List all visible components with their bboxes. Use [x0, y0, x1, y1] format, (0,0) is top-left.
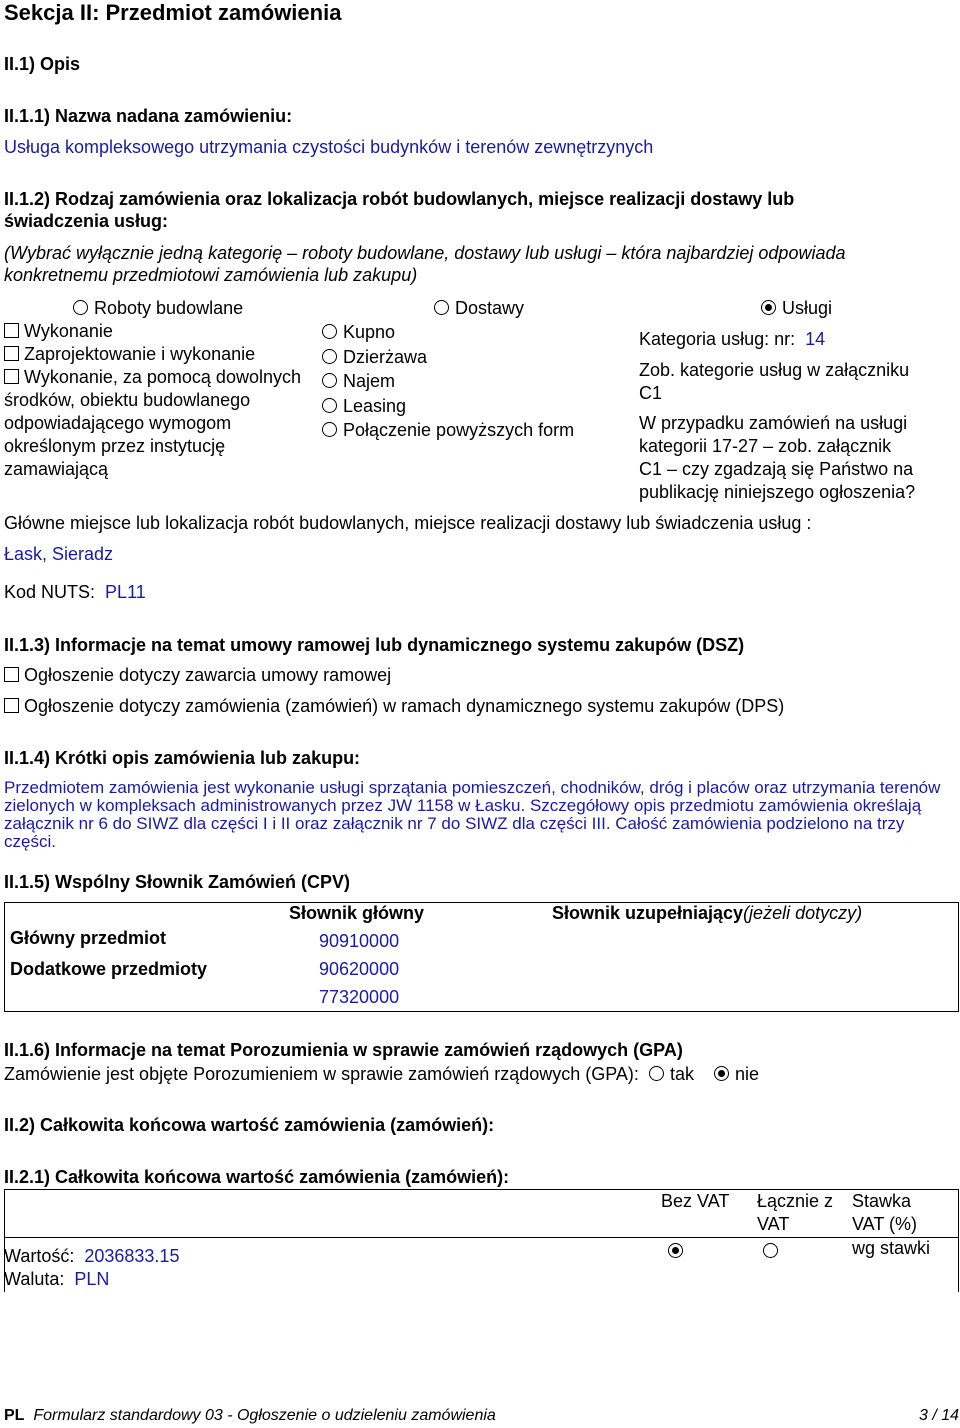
radio-uslugi[interactable]: [761, 300, 776, 315]
radio-kupno[interactable]: [322, 324, 337, 339]
roboty-option-wykonanie-label: Wykonanie: [24, 321, 113, 341]
wartosc-bez-vat-option[interactable]: [668, 1241, 689, 1262]
gpa-tak-label: tak: [669, 1064, 694, 1084]
roboty-option-zaprojektowanie[interactable]: [4, 344, 255, 365]
checkbox-zaprojektowanie[interactable]: [4, 346, 19, 361]
opis-heading: II.1) Opis: [4, 54, 81, 74]
cpv-row1-label: Główny przedmiot: [10, 928, 167, 948]
roboty-option-dowolnych-line5: zamawiającą: [4, 459, 109, 479]
dostawy-option-leasing-label: Leasing: [343, 396, 407, 416]
rodzaj-heading-line1: II.1.2) Rodzaj zamówienia oraz lokalizacja robót budowlanych, miejsce realizacji dostawy lub: [4, 189, 795, 209]
wartosc-col-lacznie-line1: Łącznie z: [757, 1191, 834, 1211]
footer-page-number: 3 / 14: [918, 1407, 959, 1424]
radio-gpa-nie[interactable]: [714, 1066, 729, 1081]
radio-gpa-tak[interactable]: [649, 1066, 664, 1081]
cpv-col-uzup-label: Słownik uzupełniający: [552, 903, 744, 923]
roboty-option-dowolnych-line2: środków, obiektu budowlanego: [4, 390, 251, 410]
wartosc-stawka-value: wg stawki: [852, 1238, 931, 1258]
checkbox-umowa-ramowa[interactable]: [4, 667, 19, 682]
checkbox-dowolnych[interactable]: [4, 369, 19, 384]
wartosc-value-row: [4, 1246, 179, 1267]
wartosc-col-stawka-line2: VAT (%): [852, 1214, 918, 1234]
cpv-row1-value: 90910000: [319, 931, 400, 951]
radio-dzierzawa[interactable]: [322, 349, 337, 364]
umowa-option-dps-label: Ogłoszenie dotyczy zamówienia (zamówień) w ramach dynamicznego systemu zakupów (DPS): [24, 696, 785, 716]
dostawy-option-najem-label: Najem: [343, 371, 396, 391]
wartosc-label: Wartość:: [4, 1246, 75, 1266]
umowa-option-ramowa[interactable]: [4, 665, 391, 686]
uslugi-kategoria: [639, 329, 825, 350]
umowa-heading: II.1.3) Informacje na temat umowy ramowej lub dynamicznego systemu zakupów (DSZ): [4, 635, 745, 655]
footer-lang: PL: [4, 1407, 25, 1424]
radio-najem[interactable]: [322, 373, 337, 388]
gpa-question: Zamówienie jest objęte Porozumieniem w sprawie zamówień rządowych (GPA):: [4, 1064, 639, 1084]
dostawy-option-leasing[interactable]: [322, 396, 406, 417]
nuts-label: Kod NUTS:: [4, 582, 96, 602]
rodzaj-note-line2: konkretnemu przedmiotowi zamówienia lub zakupu): [4, 265, 418, 285]
wartosc-lacznie-option[interactable]: [763, 1241, 784, 1262]
radio-bez-vat[interactable]: [668, 1243, 683, 1258]
footer-form-name: Formularz standardowy 03 - Ogłoszenie o udzieleniu zamówienia: [33, 1407, 496, 1424]
umowa-option-dps[interactable]: [4, 696, 784, 717]
roboty-option-dowolnych-line1: Wykonanie, za pomocą dowolnych: [24, 367, 301, 387]
checkbox-umowa-dps[interactable]: [4, 698, 19, 713]
dostawy-option-najem[interactable]: [322, 371, 395, 392]
footer: [4, 1407, 959, 1425]
dostawy-option-dzierzawa[interactable]: [322, 347, 427, 368]
cpv-row2-value: 90620000: [319, 959, 400, 979]
krotki-opis-heading: II.1.4) Krótki opis zamówienia lub zakupu:: [4, 748, 361, 768]
uslugi-kategoria-value: 14: [805, 329, 826, 349]
nuts: [4, 582, 146, 603]
uslugi-zob-line1: Zob. kategorie usług w załączniku: [639, 360, 910, 380]
wartosc-sub-heading: II.2.1) Całkowita końcowa wartość zamówienia (zamówień):: [4, 1167, 510, 1187]
miejsce-label: Główne miejsce lub lokalizacja robót budowlanych, miejsce realizacji dostawy lub świadczenia usług :: [4, 513, 812, 533]
gpa-heading: II.1.6) Informacje na temat Porozumienia w sprawie zamówień rządowych (GPA): [4, 1040, 683, 1060]
radio-roboty[interactable]: [73, 300, 88, 315]
gpa-nie-label: nie: [734, 1064, 759, 1084]
checkbox-wykonanie[interactable]: [4, 323, 19, 338]
category-roboty-label: Roboty budowlane: [94, 298, 244, 318]
rodzaj-note-line1: (Wybrać wyłącznie jedną kategorię – roboty budowlane, dostawy lub usługi – która najbardziej odpowiada: [4, 243, 846, 263]
radio-dostawy[interactable]: [434, 300, 449, 315]
roboty-option-dowolnych-line3: odpowiadającego wymogom: [4, 413, 232, 433]
gpa-row: [4, 1064, 759, 1085]
uslugi-przypadek-line2: kategorii 17-27 – zob. załącznik: [639, 436, 892, 456]
category-roboty[interactable]: [73, 298, 243, 319]
radio-leasing[interactable]: [322, 398, 337, 413]
wartosc-heading: II.2) Całkowita końcowa wartość zamówienia (zamówień):: [4, 1115, 495, 1135]
rodzaj-heading-line2: świadczenia usług:: [4, 211, 169, 231]
dostawy-option-polaczenie[interactable]: [322, 420, 574, 441]
wartosc-col-bez-vat: Bez VAT: [661, 1191, 730, 1211]
uslugi-przypadek-line4: publikację niniejszego ogłoszenia?: [639, 482, 916, 502]
dostawy-option-dzierzawa-label: Dzierżawa: [343, 347, 428, 367]
cpv-col-uzup-note: (jeżeli dotyczy): [743, 903, 863, 923]
miejsce-value: Łask, Sieradz: [4, 544, 114, 564]
dostawy-option-polaczenie-label: Połączenie powyższych form: [343, 420, 575, 440]
radio-lacznie-vat[interactable]: [763, 1243, 778, 1258]
waluta-row: [4, 1269, 109, 1290]
cpv-col-glowny: Słownik główny: [289, 903, 425, 923]
cpv-col-uzup: [552, 903, 862, 924]
waluta-label: Waluta:: [4, 1269, 65, 1289]
radio-polaczenie[interactable]: [322, 422, 337, 437]
uslugi-przypadek-line1: W przypadku zamówień na usługi: [639, 413, 908, 433]
dostawy-option-kupno[interactable]: [322, 322, 395, 343]
section-title: Sekcja II: Przedmiot zamówienia: [4, 0, 342, 25]
category-uslugi[interactable]: [761, 298, 832, 319]
uslugi-zob-line2: C1: [639, 383, 663, 403]
wartosc-value: 2036833.15: [84, 1246, 180, 1266]
dostawy-option-kupno-label: Kupno: [343, 322, 396, 342]
uslugi-kategoria-label: Kategoria usług: nr:: [639, 329, 796, 349]
waluta-value: PLN: [74, 1269, 110, 1289]
nuts-value: PL11: [105, 582, 146, 602]
nazwa-heading: II.1.1) Nazwa nadana zamówieniu:: [4, 106, 293, 126]
umowa-option-ramowa-label: Ogłoszenie dotyczy zawarcia umowy ramowej: [24, 665, 392, 685]
uslugi-przypadek-line3: C1 – czy zgadzają się Państwo na: [639, 459, 914, 479]
roboty-option-wykonanie[interactable]: [4, 321, 113, 342]
krotki-opis-text: Przedmiotem zamówienia jest wykonanie usługi sprzątania pomieszczeń, chodników, dróg i placów oraz utrzymania terenów zielonych w kompleksach administrowanych przez JW 1158 w Łasku. Szczegółowy opis przedmiotu zamówienia określają załącznik nr 6 do SIWZ dla części I i II oraz załącznik nr 7 do SIWZ dla części III. Całość zamówienia podzielono na trzy części.: [4, 778, 941, 851]
wartosc-col-stawka-line1: Stawka: [852, 1191, 912, 1211]
category-dostawy-label: Dostawy: [455, 298, 525, 318]
roboty-option-zaprojektowanie-label: Zaprojektowanie i wykonanie: [24, 344, 256, 364]
roboty-option-dowolnych[interactable]: [4, 367, 301, 388]
nazwa-value: Usługa kompleksowego utrzymania czystości budynków i terenów zewnętrzynych: [4, 137, 654, 157]
roboty-option-dowolnych-line4: określonym przez instytucję: [4, 436, 226, 456]
cpv-heading: II.1.5) Wspólny Słownik Zamówień (CPV): [4, 872, 351, 892]
wartosc-col-lacznie-line2: VAT: [757, 1214, 790, 1234]
cpv-row2-label: Dodatkowe przedmioty: [10, 959, 208, 979]
category-dostawy[interactable]: [434, 298, 524, 319]
category-uslugi-label: Usługi: [782, 298, 833, 318]
cpv-row3-value: 77320000: [319, 987, 400, 1007]
